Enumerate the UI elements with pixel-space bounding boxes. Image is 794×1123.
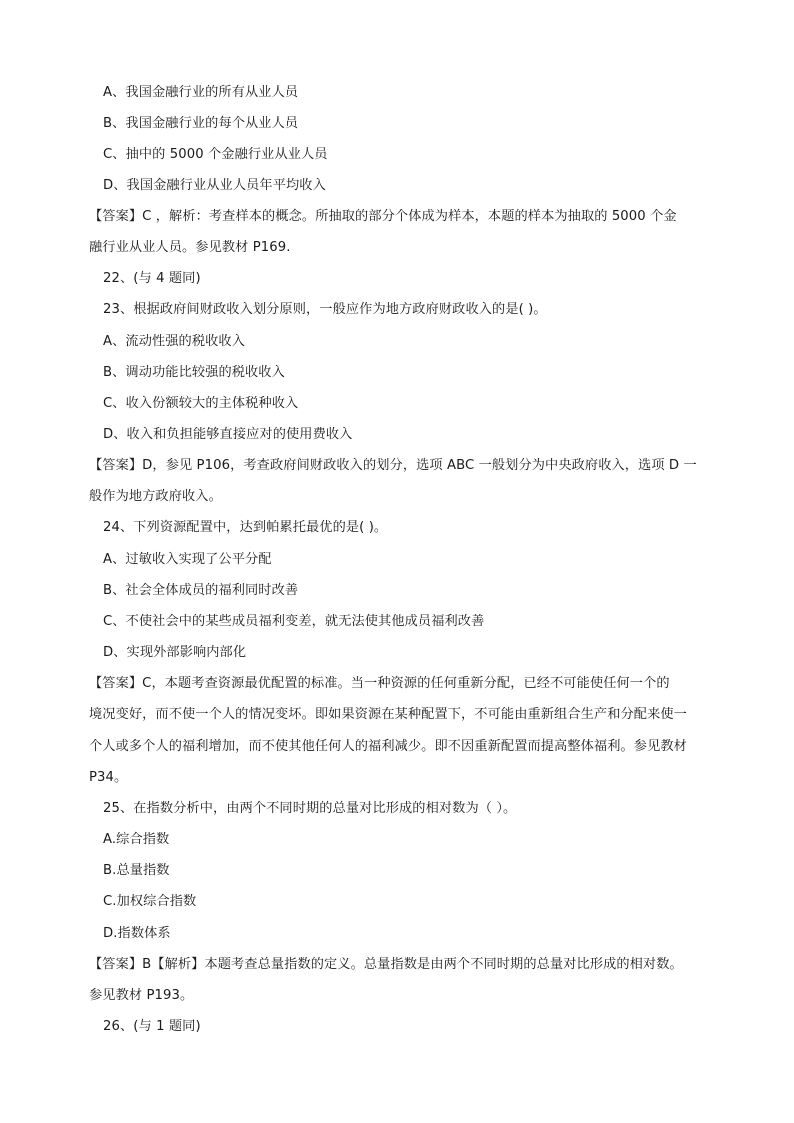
continuation-line: 个人或多个人的福利增加，而不使其他任何人的福利减少。即不因重新配置而提高整体福利。参见教材 (89, 739, 687, 754)
option-line: C.加权综合指数 (103, 894, 197, 909)
option-line: D、实现外部影响内部化 (103, 645, 247, 660)
continuation-line: 融行业从业人员。参见教材 P169. (89, 240, 291, 255)
option-line: B、社会全体成员的福利同时改善 (103, 583, 299, 598)
option-line: D、我国金融行业从业人员年平均收入 (103, 178, 326, 193)
option-line: A、流动性强的税收收入 (103, 334, 245, 349)
question-line: 24、下列资源配置中，达到帕累托最优的是( )。 (103, 520, 388, 535)
question-line: 25、在指数分析中，由两个不同时期的总量对比形成的相对数为（ ）。 (103, 801, 517, 816)
option-line: B、我国金融行业的每个从业人员 (103, 116, 299, 131)
answer-line: 【答案】D，参见 P106，考查政府间财政收入的划分，选项 ABC 一般划分为中央政府收入，选项 D 一 (89, 458, 697, 473)
answer-line: 【答案】C，本题考查资源最优配置的标准。当一种资源的任何重新分配，已经不可能使任何一个的 (89, 676, 670, 691)
answer-line: 【答案】C ，解析：考查样本的概念。所抽取的部分个体成为样本，本题的样本为抽取的 5000 个金 (89, 209, 677, 224)
question-line: 22、(与 4 题同) (103, 271, 201, 286)
answer-line: 【答案】B【解析】本题考查总量指数的定义。总量指数是由两个不同时期的总量对比形成的相对数。 (89, 957, 683, 972)
question-line: 26、(与 1 题同) (103, 1019, 201, 1034)
option-line: A、我国金融行业的所有从业人员 (103, 85, 299, 100)
option-line: C、抽中的 5000 个金融行业从业人员 (103, 147, 328, 162)
question-line: 23、根据政府间财政收入划分原则，一般应作为地方政府财政收入的是( )。 (103, 302, 547, 317)
option-line: C、收入份额较大的主体税种收入 (103, 396, 299, 411)
continuation-line: 般作为地方政府收入。 (89, 489, 222, 504)
option-line: A、过敏收入实现了公平分配 (103, 552, 272, 567)
option-line: B.总量指数 (103, 863, 170, 878)
option-line: A.综合指数 (103, 832, 170, 847)
option-line: C、不使社会中的某些成员福利变差，就无法使其他成员福利改善 (103, 614, 485, 629)
continuation-line: 境况变好，而不使一个人的情况变坏。即如果资源在某种配置下，不可能由重新组合生产和分配来使一 (89, 707, 687, 722)
option-line: D、收入和负担能够直接应对的使用费收入 (103, 427, 353, 442)
continuation-line: 参见教材 P193。 (89, 988, 194, 1003)
option-line: B、调动功能比较强的税收收入 (103, 365, 285, 380)
continuation-line: P34。 (89, 770, 128, 785)
option-line: D.指数体系 (103, 926, 171, 941)
